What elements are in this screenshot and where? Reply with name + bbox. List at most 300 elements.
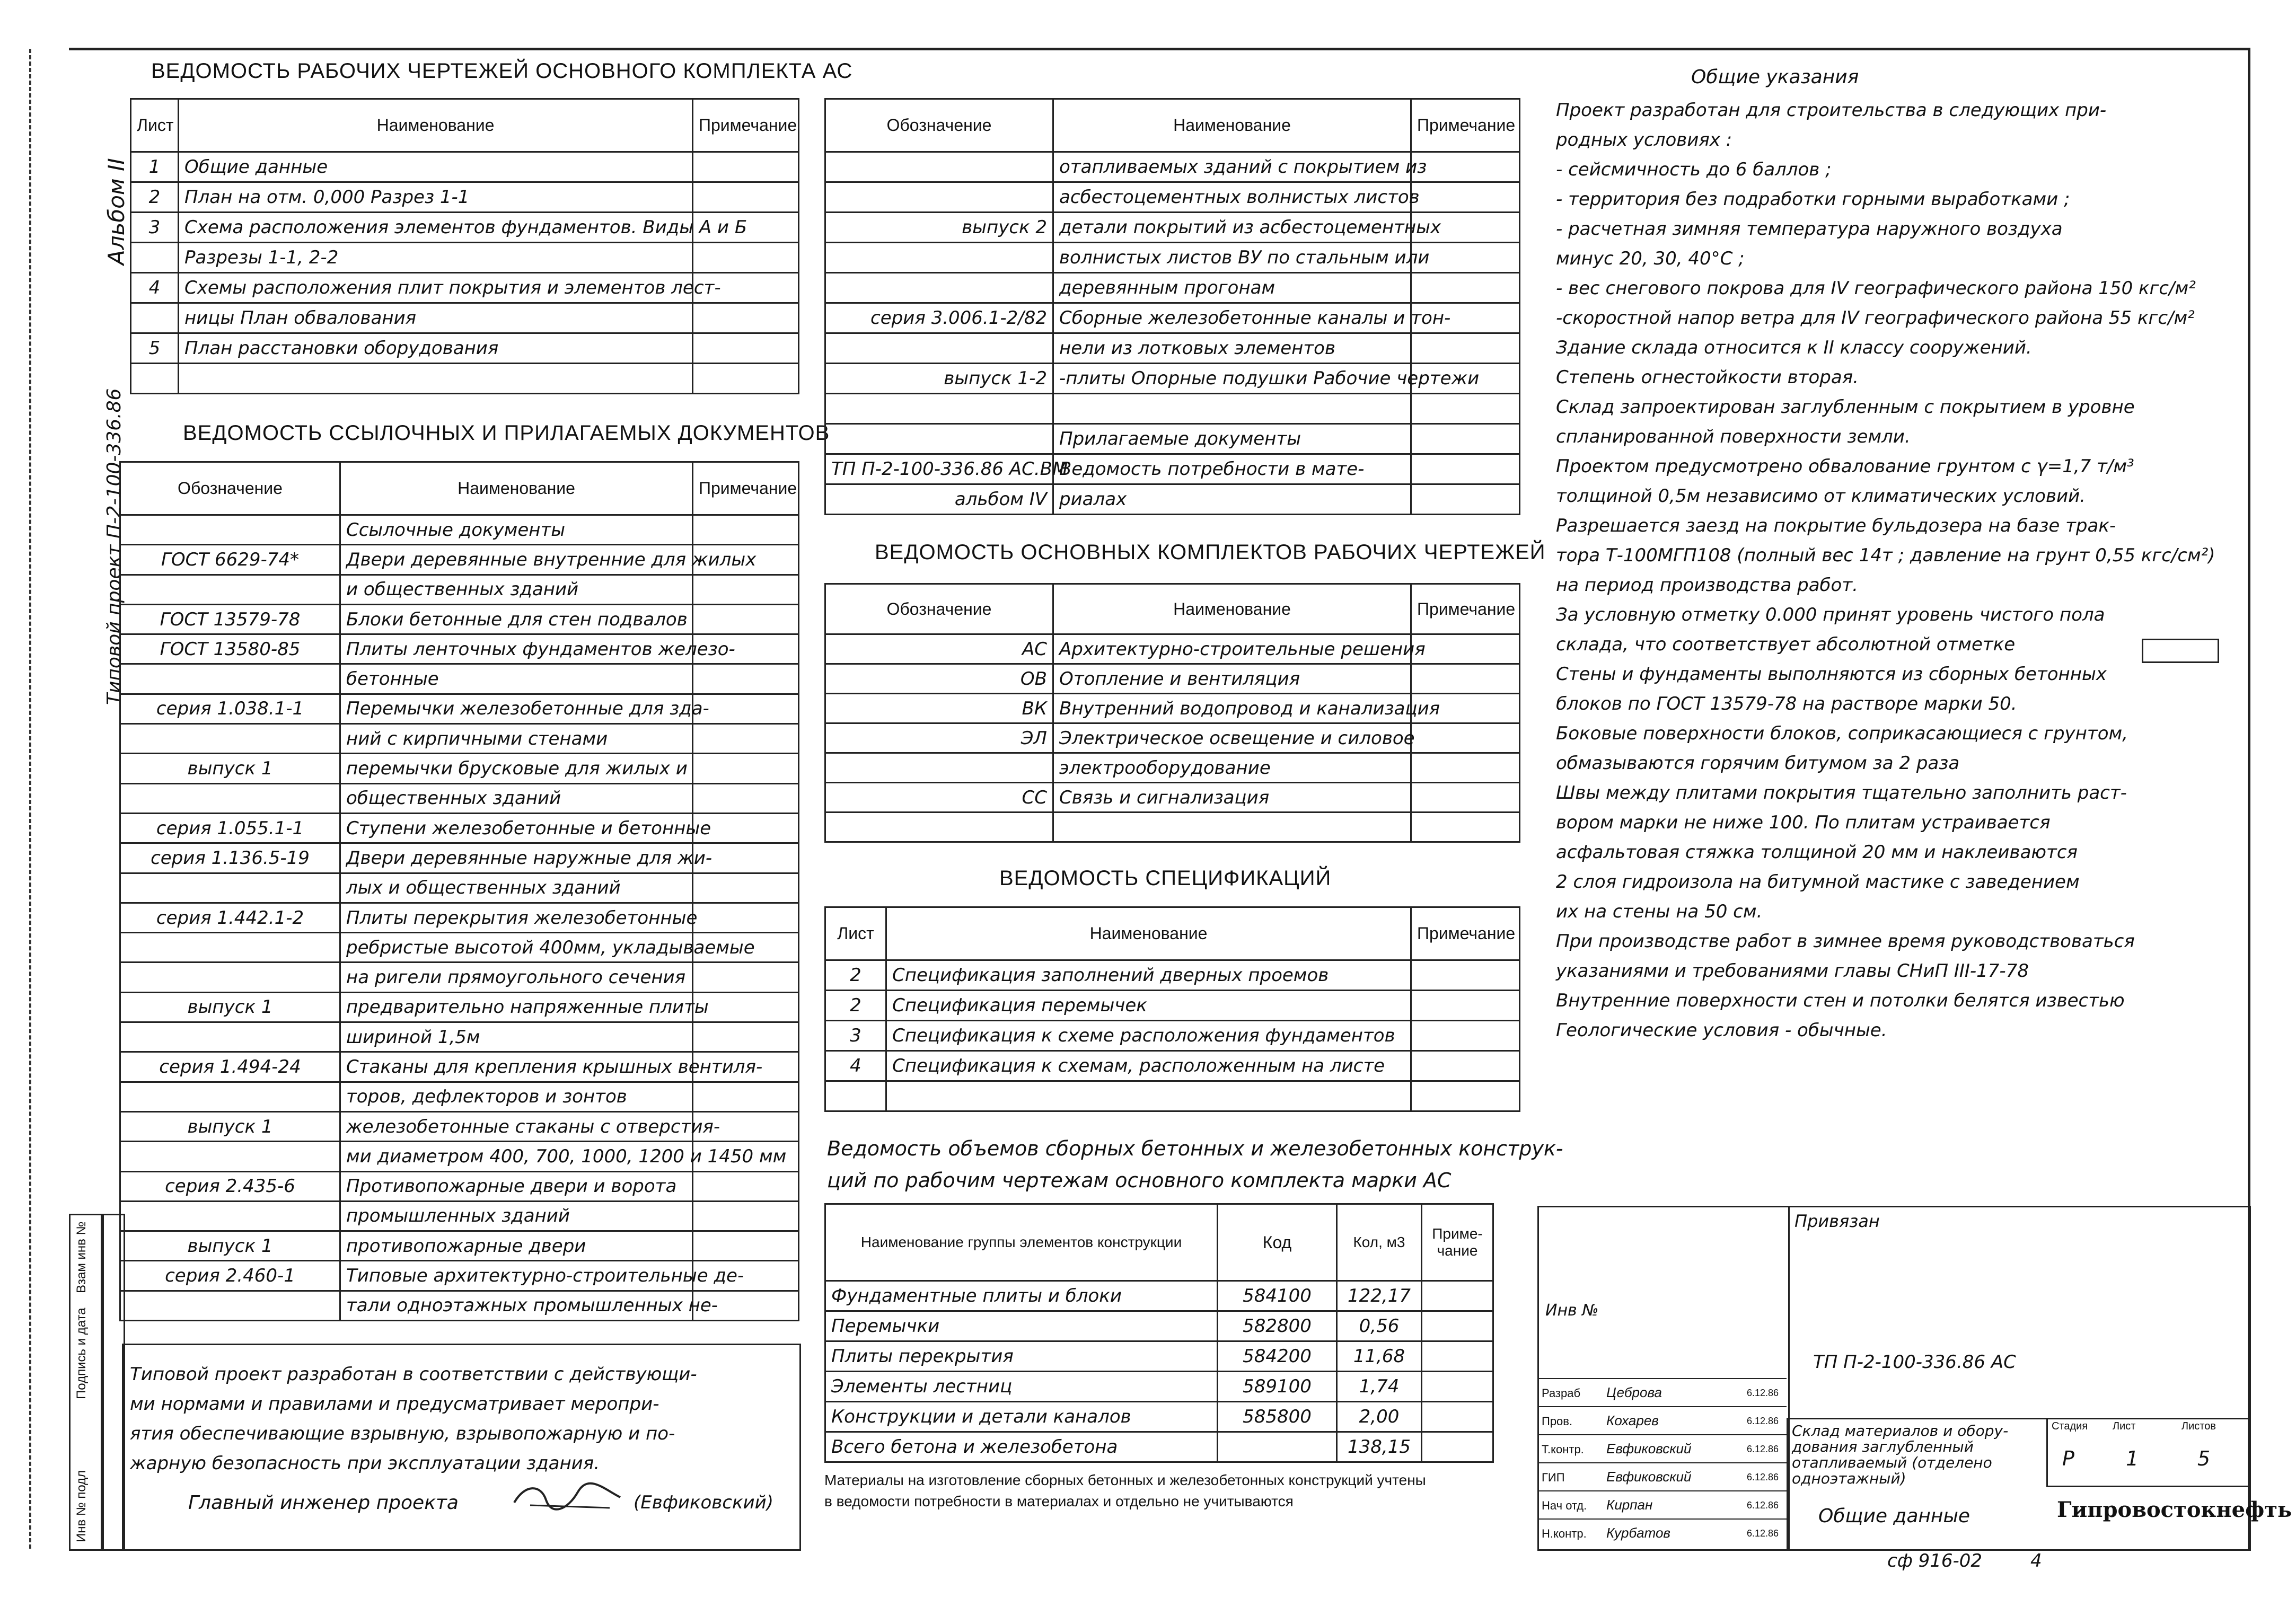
table-cell: риалах: [1053, 484, 1411, 515]
table-row: [825, 333, 1520, 364]
th-note: Примечание: [1411, 584, 1520, 634]
th-designation: Обозначение: [120, 462, 340, 515]
table-cell: [693, 604, 799, 634]
table-cell: 589100: [1218, 1372, 1337, 1402]
table-row: [825, 1281, 1493, 1311]
table-cell: выпуск 1: [120, 1231, 340, 1261]
table-cell: [693, 1082, 799, 1111]
general-notes: [1556, 95, 2245, 1045]
table-cell: [693, 724, 799, 754]
table-cell: [1411, 1021, 1520, 1051]
table-cell: Спецификация заполнений дверных проемов: [886, 960, 1411, 991]
table-row: [825, 723, 1520, 753]
table-cell: План на отм. 0,000 Разрез 1-1: [179, 182, 693, 213]
table-cell: асбестоцементных волнистых листов: [1053, 182, 1411, 213]
table-row: [825, 303, 1520, 333]
table-cell: АС: [825, 634, 1053, 664]
table-row: [825, 1341, 1493, 1372]
role-label: Разраб: [1542, 1387, 1581, 1400]
table-cell: ВК: [825, 694, 1053, 723]
table-row: [825, 484, 1520, 515]
chief-name: (Евфиковский): [634, 1492, 774, 1513]
table-cell: лых и общественных зданий: [340, 873, 693, 903]
organization: Гипровостокнефть: [2057, 1497, 2292, 1522]
table-row: [120, 1261, 799, 1291]
table-row: [120, 963, 799, 992]
th-designation: Обозначение: [825, 584, 1053, 634]
table-cell: [693, 1171, 799, 1201]
table-cell: 582800: [1218, 1311, 1337, 1341]
table-cell: серия 1.038.1-1: [120, 694, 340, 723]
table-cell: [1411, 664, 1520, 694]
role-label: Н.контр.: [1542, 1527, 1587, 1540]
table-cell: ми диаметром 400, 700, 1000, 1200 и 1450 мм: [340, 1142, 693, 1171]
table-row: [825, 1432, 1493, 1462]
table-cell: [693, 664, 799, 694]
table-cell: Схемы расположения плит покрытия и элементов лест-: [179, 273, 693, 303]
table-cell: [825, 753, 1053, 783]
table-row: [131, 213, 799, 243]
table-cell: План расстановки оборудования: [179, 333, 693, 364]
table-cell: [693, 243, 799, 273]
table-cell: [693, 754, 799, 783]
role-label: ГИП: [1542, 1471, 1565, 1484]
stage-value: Р: [2062, 1447, 2074, 1470]
table-cell: [825, 394, 1053, 424]
table-cell: серия 1.136.5-19: [120, 843, 340, 873]
signature-row: [1537, 1406, 1787, 1435]
t6-footnote-2: в ведомости потребности в материалах и отдельно не учитываются: [824, 1493, 1294, 1509]
table-cell: Ведомость потребности в мате-: [1053, 454, 1411, 484]
table-cell: [120, 873, 340, 903]
table-cell: ребристые высотой 400мм, укладываемые: [340, 933, 693, 963]
th-sheet: Лист: [131, 99, 179, 152]
table-row: [131, 364, 799, 394]
table-cell: СС: [825, 783, 1053, 813]
th-name: Наименование: [179, 99, 693, 152]
podpis-label: Подпись и дата: [74, 1308, 89, 1399]
table-row: [825, 152, 1520, 182]
table-cell: [1411, 273, 1520, 303]
table-cell: Двери деревянные наружные для жи-: [340, 843, 693, 873]
table-cell: [1411, 182, 1520, 213]
table-row: [120, 1082, 799, 1111]
text-line: жарную безопасность при эксплуатации здания.: [130, 1453, 600, 1474]
object-description: [1792, 1423, 2008, 1487]
absolute-mark-box: [2142, 639, 2219, 663]
text-line: толщиной 0,5м независимо от климатических условий.: [1556, 485, 2086, 507]
table-cell: железобетонные стаканы с отверстия-: [340, 1111, 693, 1141]
table-row: [120, 843, 799, 873]
table-row: [120, 724, 799, 754]
table-cell: [825, 333, 1053, 364]
sheets-header: Листов: [2181, 1420, 2216, 1432]
t6-title-2: ций по рабочим чертежам основного комплекта марки АС: [827, 1169, 1452, 1192]
table-row: [131, 333, 799, 364]
table-cell: [825, 813, 1053, 842]
desc-line-3: отапливаемый (отделено: [1792, 1454, 1992, 1471]
table-cell: Отопление и вентиляция: [1053, 664, 1411, 694]
table-row: [120, 1142, 799, 1171]
table-cell: [1411, 783, 1520, 813]
table-cell: Типовые архитектурно-строительные де-: [340, 1261, 693, 1291]
table-cell: [1411, 1081, 1520, 1111]
table-cell: нели из лотковых элементов: [1053, 333, 1411, 364]
table-cell: [1411, 152, 1520, 182]
table-cell: [131, 364, 179, 394]
text-line: При производстве работ в зимнее время руководствоваться: [1556, 931, 2135, 952]
inv-label: Инв №: [1545, 1301, 1599, 1320]
signature-row: [1537, 1490, 1787, 1520]
signature-row: [1537, 1434, 1787, 1463]
table-cell: Ссылочные документы: [340, 515, 693, 545]
table-cell: общественных зданий: [340, 783, 693, 813]
table-row: [120, 873, 799, 903]
text-line: асфальтовая стяжка толщиной 20 мм и наклеиваются: [1556, 842, 2078, 863]
table-cell: серия 2.460-1: [120, 1261, 340, 1291]
text-line: - вес снегового покрова для IV географического района 150 кгс/м²: [1556, 278, 2196, 299]
role-label: Нач отд.: [1542, 1499, 1587, 1512]
text-line: склада, что соответствует абсолютной отметке: [1556, 634, 2016, 655]
table-cell: ТП П-2-100-336.86 АС.ВМ: [825, 454, 1053, 484]
table-cell: Всего бетона и железобетона: [825, 1432, 1218, 1462]
text-line: Здание склада относится к II классу сооружений.: [1556, 337, 2032, 358]
table-cell: Перемычки железобетонные для зда-: [340, 694, 693, 723]
table-cell: ГОСТ 13580-85: [120, 634, 340, 664]
table-row: [120, 992, 799, 1022]
table-cell: Общие данные: [179, 152, 693, 182]
th-name: Наименование: [340, 462, 693, 515]
text-line: За условную отметку 0.000 принят уровень чистого пола: [1556, 604, 2105, 625]
table-cell: -плиты Опорные подушки Рабочие чертежи: [1053, 364, 1411, 394]
table-cell: [1411, 484, 1520, 515]
table-cell: Стаканы для крепления крышных вентиля-: [340, 1052, 693, 1082]
table-row: [825, 783, 1520, 813]
table-cell: выпуск 1: [120, 1111, 340, 1141]
table-cell: серия 1.442.1-2: [120, 903, 340, 932]
table-cell: [120, 1022, 340, 1052]
table-cell: тали одноэтажных промышленных не-: [340, 1291, 693, 1320]
table-cell: промышленных зданий: [340, 1201, 693, 1231]
table-cell: [825, 182, 1053, 213]
text-line: тора Т-100МГП108 (полный вес 14т ; давление на грунт 0,55 кгс/см²): [1556, 545, 2215, 566]
table-cell: [1411, 394, 1520, 424]
table-row: [131, 243, 799, 273]
th-note: Примечание: [1411, 99, 1520, 152]
table-cell: [1411, 333, 1520, 364]
table-row: [120, 575, 799, 604]
text-line: указаниями и требованиями главы СНиП III-17-78: [1556, 960, 2029, 982]
sheet-value: 1: [2126, 1447, 2139, 1470]
table-cell: ЭЛ: [825, 723, 1053, 753]
table-cell: [1411, 723, 1520, 753]
table-cell: деревянным прогонам: [1053, 273, 1411, 303]
format-number: 4: [2030, 1550, 2042, 1571]
table-cell: [825, 243, 1053, 273]
table-cell: электрооборудование: [1053, 753, 1411, 783]
table-cell: серия 2.435-6: [120, 1171, 340, 1201]
table-cell: детали покрытий из асбестоцементных: [1053, 213, 1411, 243]
table-cell: 1,74: [1337, 1372, 1422, 1402]
table-row: [825, 664, 1520, 694]
th-note: Примечание: [693, 462, 799, 515]
volumes-table: [824, 1203, 1494, 1463]
table-row: [825, 243, 1520, 273]
person-name: Кохарев: [1606, 1412, 1659, 1428]
table-row: [131, 273, 799, 303]
desc-line-2: дования заглубленный: [1792, 1438, 1974, 1455]
table-row: [120, 1022, 799, 1052]
table-cell: [1422, 1402, 1493, 1432]
th-group: Наименование группы элементов конструкции: [825, 1204, 1218, 1281]
table-cell: [1411, 424, 1520, 454]
role-label: Пров.: [1542, 1415, 1573, 1428]
th-note: Приме-чание: [1422, 1204, 1493, 1281]
table-cell: Плиты перекрытия железобетонные: [340, 903, 693, 932]
person-name: Цеброва: [1606, 1384, 1662, 1400]
table-cell: Элементы лестниц: [825, 1372, 1218, 1402]
text-line: Стены и фундаменты выполняются из сборных бетонных: [1556, 664, 2107, 685]
sheet-header: Лист: [2113, 1420, 2136, 1432]
specifications-table: [824, 906, 1520, 1112]
text-line: - сейсмичность до 6 баллов ;: [1556, 159, 1832, 180]
text-line: на период производства работ.: [1556, 575, 1858, 596]
table-cell: 11,68: [1337, 1341, 1422, 1372]
table-row: [120, 1111, 799, 1141]
table-cell: Плиты перекрытия: [825, 1341, 1218, 1372]
table-row: [131, 182, 799, 213]
table-row: [120, 903, 799, 932]
sign-date: 6.12.86: [1747, 1528, 1779, 1539]
table-cell: альбом IV: [825, 484, 1053, 515]
table-cell: [693, 1201, 799, 1231]
t2-title: ВЕДОМОСТЬ ССЫЛОЧНЫХ И ПРИЛАГАЕМЫХ ДОКУМЕНТОВ: [183, 421, 830, 445]
table-cell: Разрезы 1-1, 2-2: [179, 243, 693, 273]
table-row: [825, 182, 1520, 213]
table-cell: 2: [825, 960, 886, 991]
table-cell: Прилагаемые документы: [1053, 424, 1411, 454]
table-row: [120, 1291, 799, 1320]
table-cell: [120, 1082, 340, 1111]
table-cell: ницы План обвалования: [179, 303, 693, 333]
text-line: обмазываются горячим битумом за 2 раза: [1556, 753, 1960, 774]
table-cell: [693, 182, 799, 213]
table-cell: ОВ: [825, 664, 1053, 694]
table-cell: [179, 364, 693, 394]
drawing-code: ТП П-2-100-336.86 АС: [1813, 1352, 2016, 1373]
table-cell: Ступени железобетонные и бетонные: [340, 813, 693, 843]
table-cell: Двери деревянные внутренние для жилых: [340, 545, 693, 575]
text-line: Проектом предусмотрено обвалование грунтом с γ=1,7 т/м³: [1556, 456, 2134, 477]
text-line: ми нормами и правилами и предусматривает меропри-: [130, 1393, 659, 1415]
table-cell: [1411, 454, 1520, 484]
table-row: [825, 364, 1520, 394]
text-line: блоков по ГОСТ 13579-78 на растворе марки 50.: [1556, 693, 2017, 714]
table-cell: 1: [131, 152, 179, 182]
table-cell: Противопожарные двери и ворота: [340, 1171, 693, 1201]
table-cell: отапливаемых зданий с покрытием из: [1053, 152, 1411, 182]
table-row: [120, 545, 799, 575]
reference-docs-continued-table: [824, 98, 1520, 515]
table-row: [120, 634, 799, 664]
text-line: Типовой проект разработан в соответствии с действующи-: [130, 1364, 697, 1385]
table-cell: [1411, 634, 1520, 664]
sheet-title: Общие данные: [1818, 1505, 1970, 1527]
desc-line-1: Склад материалов и обору-: [1792, 1422, 2009, 1440]
table-cell: [1422, 1372, 1493, 1402]
table-cell: Спецификация перемычек: [886, 991, 1411, 1021]
table-cell: [120, 783, 340, 813]
table-cell: [693, 515, 799, 545]
table-cell: ний с кирпичными стенами: [340, 724, 693, 754]
table-row: [825, 273, 1520, 303]
table-cell: [120, 664, 340, 694]
table-cell: [693, 364, 799, 394]
table-cell: [886, 1081, 1411, 1111]
table-cell: противопожарные двери: [340, 1231, 693, 1261]
table-cell: [1422, 1281, 1493, 1311]
table-cell: волнистых листов ВУ по стальным или: [1053, 243, 1411, 273]
text-line: -скоростной напор ветра для IV географического района 55 кгс/м²: [1556, 307, 2195, 329]
table-row: [825, 1402, 1493, 1432]
table-row: [131, 303, 799, 333]
text-line: Боковые поверхности блоков, соприкасающиеся с грунтом,: [1556, 723, 2128, 744]
table-row: [120, 754, 799, 783]
text-line: Геологические условия - обычные.: [1556, 1020, 1887, 1041]
table-cell: [1053, 813, 1411, 842]
table-cell: [120, 515, 340, 545]
table-row: [120, 515, 799, 545]
table-cell: 3: [825, 1021, 886, 1051]
sheets-value: 5: [2197, 1447, 2211, 1470]
privyazan-label: Привязан: [1794, 1211, 1880, 1231]
table-cell: на ригели прямоугольного сечения: [340, 963, 693, 992]
th-name: Наименование: [1053, 99, 1411, 152]
table-row: [825, 1081, 1520, 1111]
table-cell: 4: [825, 1051, 886, 1081]
table-cell: [693, 1022, 799, 1052]
table-cell: 0,56: [1337, 1311, 1422, 1341]
table-cell: Электрическое освещение и силовое: [1053, 723, 1411, 753]
sign-date: 6.12.86: [1747, 1500, 1779, 1511]
table-cell: ГОСТ 6629-74*: [120, 545, 340, 575]
table-cell: [693, 303, 799, 333]
table-cell: 584100: [1218, 1281, 1337, 1311]
table-row: [120, 694, 799, 723]
t6-footnote-1: Материалы на изготовление сборных бетонных и железобетонных конструкций учтены: [824, 1472, 1426, 1488]
chief-engineer-label: Главный инженер проекта: [188, 1492, 459, 1514]
table-row: [120, 604, 799, 634]
main-sets-table: [824, 583, 1520, 843]
table-cell: [120, 1291, 340, 1320]
table-row: [825, 991, 1520, 1021]
sign-date: 6.12.86: [1747, 1388, 1779, 1398]
table-cell: серия 1.055.1-1: [120, 813, 340, 843]
sign-date: 6.12.86: [1747, 1416, 1779, 1426]
th-designation: Обозначение: [825, 99, 1053, 152]
table-cell: Сборные железобетонные каналы и тон-: [1053, 303, 1411, 333]
table-cell: 138,15: [1337, 1432, 1422, 1462]
table-row: [825, 813, 1520, 842]
table-cell: [1422, 1432, 1493, 1462]
table-cell: Схема расположения элементов фундаментов. Виды А и Б: [179, 213, 693, 243]
table-row: [120, 1231, 799, 1261]
table-cell: [120, 933, 340, 963]
table-cell: Фундаментные плиты и блоки: [825, 1281, 1218, 1311]
table-cell: [825, 152, 1053, 182]
desc-line-4: одноэтажный): [1792, 1470, 1906, 1487]
table-cell: [693, 333, 799, 364]
table-cell: [120, 724, 340, 754]
table-cell: [131, 243, 179, 273]
vzam-label: Взам инв №: [74, 1221, 89, 1293]
th-code: Код: [1218, 1204, 1337, 1281]
cut-line: [29, 49, 31, 1549]
table-row: [120, 783, 799, 813]
sign-date: 6.12.86: [1747, 1444, 1779, 1454]
table-cell: серия 1.494-24: [120, 1052, 340, 1082]
signature-row: [1537, 1378, 1787, 1407]
table-row: [825, 1311, 1493, 1341]
table-cell: Спецификация к схемам, расположенным на листе: [886, 1051, 1411, 1081]
t4-title: ВЕДОМОСТЬ ОСНОВНЫХ КОМПЛЕКТОВ РАБОЧИХ ЧЕРТЕЖЕЙ: [875, 541, 1546, 564]
table-cell: [825, 1081, 886, 1111]
table-cell: [1411, 960, 1520, 991]
table-cell: 584200: [1218, 1341, 1337, 1372]
table-cell: [120, 575, 340, 604]
text-line: - территория без подработки горными выработками ;: [1556, 189, 2070, 210]
table-cell: [693, 903, 799, 932]
table-cell: Конструкции и детали каналов: [825, 1402, 1218, 1432]
table-row: [120, 1052, 799, 1082]
text-line: спланированной поверхности земли.: [1556, 426, 1911, 447]
table-cell: выпуск 1-2: [825, 364, 1053, 394]
table-cell: 2,00: [1337, 1402, 1422, 1432]
table-cell: 2: [825, 991, 886, 1021]
table-cell: [1411, 813, 1520, 842]
table-row: [825, 454, 1520, 484]
t5-title: ВЕДОМОСТЬ СПЕЦИФИКАЦИЙ: [999, 867, 1332, 890]
table-cell: [693, 1231, 799, 1261]
table-cell: перемычки брусковые для жилых и: [340, 754, 693, 783]
format-code: сф 916-02: [1887, 1550, 1982, 1571]
table-cell: Блоки бетонные для стен подвалов: [340, 604, 693, 634]
table-cell: [1422, 1341, 1493, 1372]
table-cell: 122,17: [1337, 1281, 1422, 1311]
table-cell: 585800: [1218, 1402, 1337, 1432]
person-name: Кирпан: [1606, 1497, 1653, 1513]
table-cell: Спецификация к схеме расположения фундаментов: [886, 1021, 1411, 1051]
t6-title-1: Ведомость объемов сборных бетонных и железобетонных конструк-: [827, 1137, 1563, 1160]
table-cell: [693, 575, 799, 604]
table-cell: Внутренний водопровод и канализация: [1053, 694, 1411, 723]
table-row: [825, 394, 1520, 424]
table-row: [825, 1372, 1493, 1402]
inv-podl-label: Инв № подл: [74, 1470, 89, 1542]
table-cell: [1411, 991, 1520, 1021]
table-cell: [120, 963, 340, 992]
table-cell: Перемычки: [825, 1311, 1218, 1341]
table-row: [825, 753, 1520, 783]
text-line: 2 слоя гидроизола на битумной мастике с заведением: [1556, 871, 2080, 893]
album-label: Альбом II: [103, 158, 129, 265]
text-line: Разрешается заезд на покрытие бульдозера на базе трак-: [1556, 515, 2116, 536]
notes-title: Общие указания: [1691, 66, 1859, 88]
t1-title: ВЕДОМОСТЬ РАБОЧИХ ЧЕРТЕЖЕЙ ОСНОВНОГО КОМПЛЕКТА АС: [151, 59, 853, 83]
person-name: Евфиковский: [1606, 1469, 1692, 1485]
table-cell: выпуск 2: [825, 213, 1053, 243]
table-cell: [693, 783, 799, 813]
